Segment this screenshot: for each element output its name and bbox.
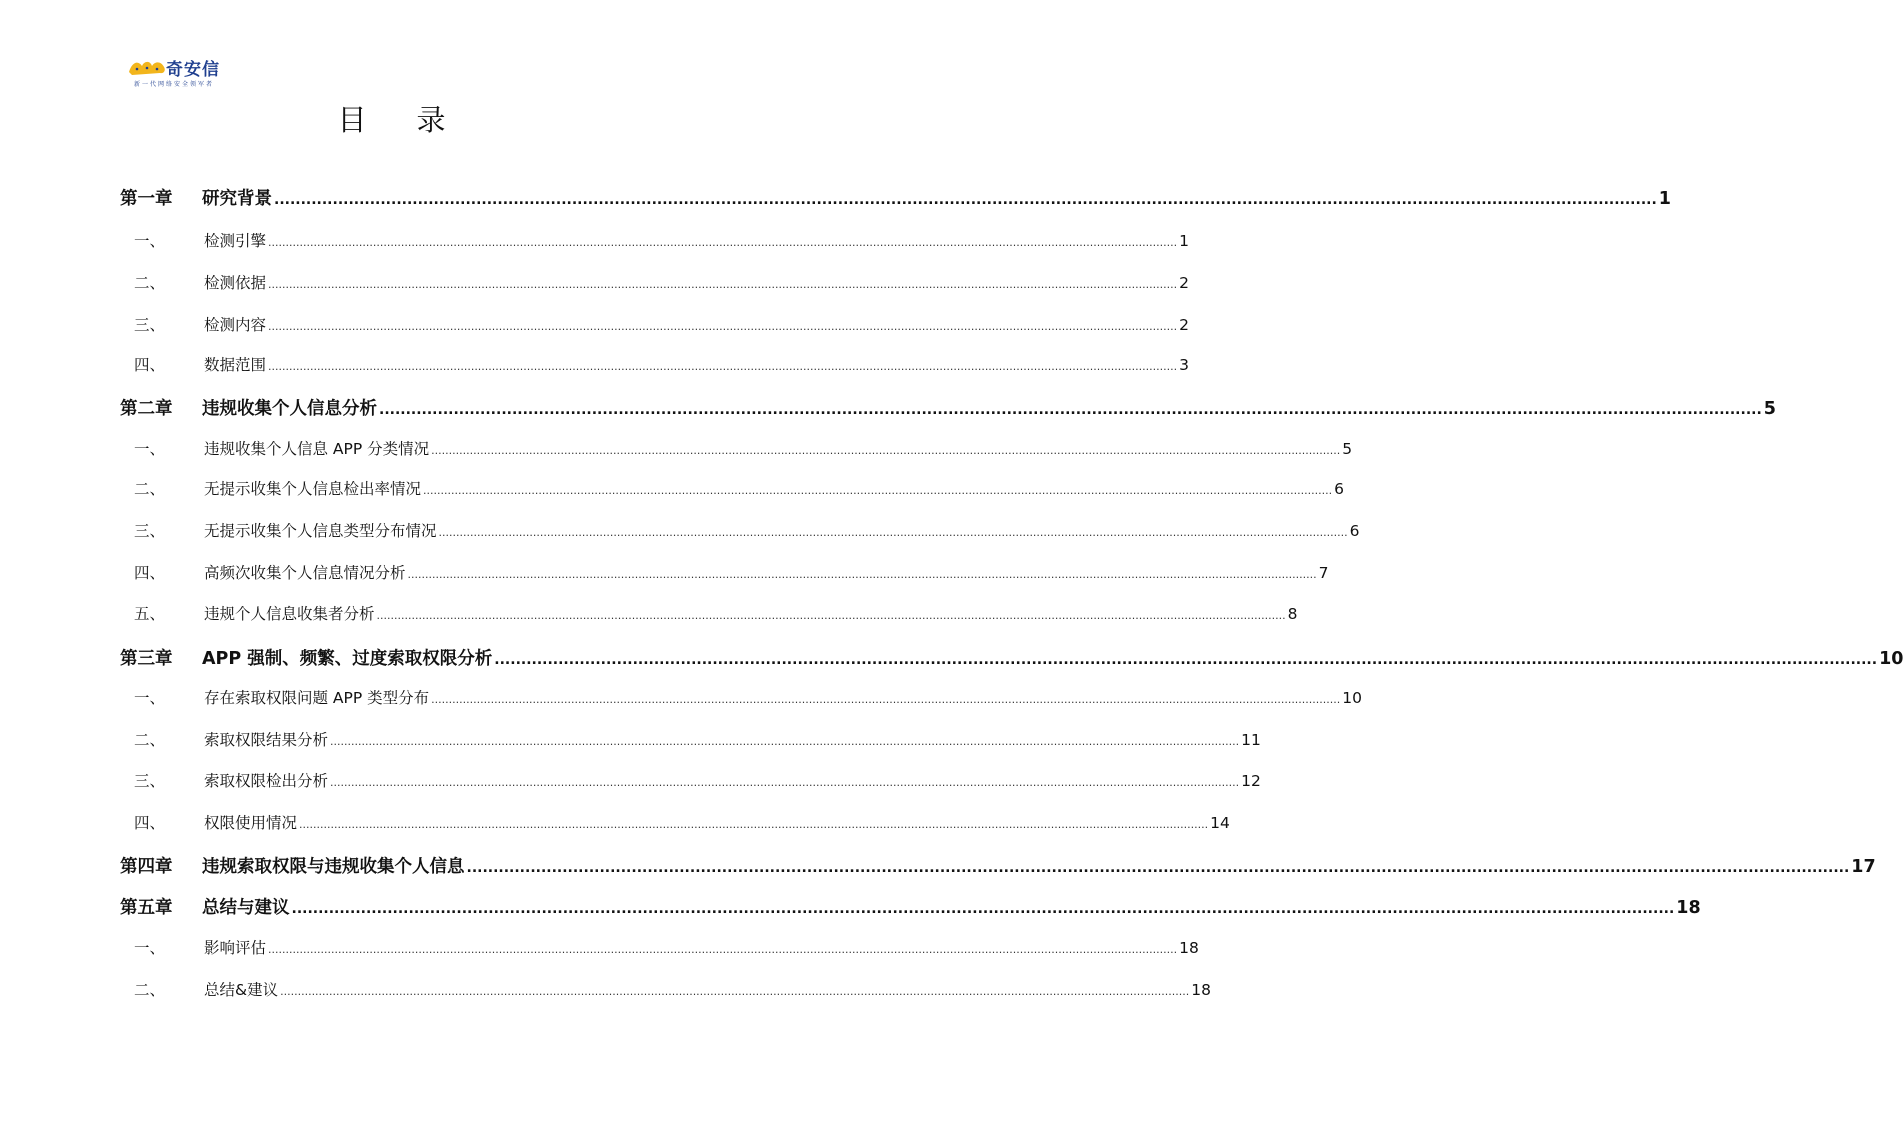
toc-entry-title: 索取权限检出分析 — [204, 772, 329, 790]
toc-entry-number: 第四章 — [120, 857, 173, 877]
toc-section-entry[interactable] — [120, 271, 1190, 293]
toc-page-number: 6 — [1349, 522, 1360, 540]
toc-entry-title: APP 强制、频繁、过度索取权限分析 — [202, 649, 493, 669]
toc-dot-leader: .................................................................................................................................................................................................................................................................... — [280, 985, 1190, 998]
toc-page-number: 2 — [1179, 316, 1190, 334]
toc-section-entry[interactable] — [120, 602, 1298, 624]
toc-chapter-entry[interactable] — [120, 395, 1776, 420]
toc-dot-leader: .................................................................................................................................................................................................................................................................... — [291, 901, 1675, 917]
toc-entry-number: 四、 — [134, 564, 166, 582]
toc-entry-number: 一、 — [134, 939, 166, 957]
toc-section-entry[interactable] — [120, 561, 1329, 583]
toc-section-entry[interactable] — [120, 313, 1190, 335]
toc-entry-title: 违规索取权限与违规收集个人信息 — [202, 857, 465, 877]
toc-page-number: 12 — [1241, 772, 1261, 790]
toc-entry-title: 研究背景 — [202, 189, 272, 209]
toc-entry-number: 二、 — [134, 274, 166, 292]
toc-dot-leader: .................................................................................................................................................................................................................................................................... — [268, 320, 1178, 333]
toc-entry-number: 二、 — [134, 480, 166, 498]
toc-page-number: 2 — [1179, 274, 1190, 292]
toc-entry-number: 二、 — [134, 731, 166, 749]
logo-name: 奇安信 — [166, 60, 220, 80]
logo-mark-icon — [128, 58, 168, 78]
toc-dot-leader: .................................................................................................................................................................................................................................................................... — [330, 776, 1240, 789]
toc-dot-leader: .................................................................................................................................................................................................................................................................... — [330, 735, 1240, 748]
toc-dot-leader: .................................................................................................................................................................................................................................................................... — [268, 360, 1178, 373]
toc-page-number: 10 — [1342, 689, 1363, 707]
toc-page-number: 10 — [1879, 649, 1903, 669]
toc-entry-number: 二、 — [134, 981, 166, 999]
toc-page-number: 11 — [1241, 731, 1261, 749]
toc-dot-leader: .................................................................................................................................................................................................................................................................... — [438, 526, 1348, 539]
toc-page-number: 17 — [1851, 857, 1876, 877]
toc-section-entry[interactable] — [120, 353, 1190, 375]
toc-entry-number: 五、 — [134, 605, 166, 623]
toc-dot-leader: .................................................................................................................................................................................................................................................................... — [268, 236, 1178, 249]
toc-page-number: 5 — [1342, 440, 1353, 458]
toc-dot-leader: .................................................................................................................................................................................................................................................................... — [494, 652, 1878, 668]
toc-entry-title: 无提示收集个人信息检出率情况 — [204, 480, 422, 498]
toc-entry-title: 存在索取权限问题 APP 类型分布 — [204, 689, 430, 707]
toc-entry-number: 一、 — [134, 689, 166, 707]
toc-entry-title: 违规个人信息收集者分析 — [204, 605, 375, 623]
toc-entry-title: 总结&建议 — [204, 981, 279, 999]
toc-page-number: 3 — [1179, 356, 1190, 374]
toc-entry-title: 索取权限结果分析 — [204, 731, 329, 749]
toc-entry-number: 三、 — [134, 316, 166, 334]
toc-dot-leader: .................................................................................................................................................................................................................................................................... — [376, 609, 1286, 622]
toc-entry-number: 第二章 — [120, 399, 173, 419]
toc-section-entry[interactable] — [120, 728, 1261, 750]
toc-chapter-entry[interactable] — [120, 185, 1671, 210]
toc-dot-leader: .................................................................................................................................................................................................................................................................... — [407, 568, 1317, 581]
logo-slogan: 新一代网络安全领军者 — [134, 81, 215, 88]
toc-section-entry[interactable] — [120, 477, 1345, 499]
toc-entry-title: 违规收集个人信息 APP 分类情况 — [204, 440, 430, 458]
page-title: 目录 — [337, 103, 496, 137]
toc-entry-title: 无提示收集个人信息类型分布情况 — [204, 522, 437, 540]
toc-entry-number: 三、 — [134, 772, 166, 790]
toc-page-number: 18 — [1676, 898, 1701, 918]
toc-entry-title: 影响评估 — [204, 939, 267, 957]
toc-entry-title: 检测依据 — [204, 274, 267, 292]
toc-page-number: 7 — [1318, 564, 1329, 582]
toc-entry-title: 检测内容 — [204, 316, 267, 334]
toc-section-entry[interactable] — [120, 437, 1353, 459]
toc-page-number: 18 — [1191, 981, 1211, 999]
toc-entry-title: 检测引擎 — [204, 232, 267, 250]
toc-entry-number: 一、 — [134, 232, 166, 250]
toc-entry-number: 第三章 — [120, 649, 173, 669]
toc-section-entry[interactable] — [120, 978, 1211, 1000]
toc-entry-number: 一、 — [134, 440, 166, 458]
toc-chapter-entry[interactable] — [120, 645, 1903, 670]
toc-entry-number: 第一章 — [120, 189, 173, 209]
toc-dot-leader: .................................................................................................................................................................................................................................................................... — [268, 278, 1178, 291]
toc-dot-leader: .................................................................................................................................................................................................................................................................... — [379, 402, 1762, 418]
toc-dot-leader: .................................................................................................................................................................................................................................................................... — [466, 860, 1850, 876]
toc-entry-title: 总结与建议 — [202, 898, 290, 918]
company-logo — [128, 52, 248, 92]
toc-entry-number: 四、 — [134, 814, 166, 832]
toc-entry-number: 四、 — [134, 356, 166, 374]
toc-page-number: 14 — [1210, 814, 1230, 832]
toc-section-entry[interactable] — [120, 229, 1190, 251]
toc-entry-title: 违规收集个人信息分析 — [202, 399, 377, 419]
toc-entry-title: 高频次收集个人信息情况分析 — [204, 564, 406, 582]
toc-entry-title: 权限使用情况 — [204, 814, 298, 832]
toc-section-entry[interactable] — [120, 769, 1261, 791]
toc-section-entry[interactable] — [120, 686, 1363, 708]
toc-section-entry[interactable] — [120, 936, 1199, 958]
toc-page-number: 18 — [1179, 939, 1199, 957]
toc-dot-leader: .................................................................................................................................................................................................................................................................... — [274, 192, 1657, 208]
toc-section-entry[interactable] — [120, 519, 1360, 541]
toc-section-entry[interactable] — [120, 811, 1230, 833]
toc-page-number: 6 — [1334, 480, 1345, 498]
toc-page-number: 1 — [1179, 232, 1190, 250]
toc-dot-leader: .................................................................................................................................................................................................................................................................... — [431, 693, 1341, 706]
toc-page-number: 5 — [1763, 399, 1776, 419]
toc-page-number: 1 — [1658, 189, 1671, 209]
toc-dot-leader: .................................................................................................................................................................................................................................................................... — [423, 484, 1333, 497]
toc-dot-leader: .................................................................................................................................................................................................................................................................... — [299, 818, 1209, 831]
toc-dot-leader: .................................................................................................................................................................................................................................................................... — [268, 943, 1178, 956]
toc-page-number: 8 — [1287, 605, 1298, 623]
toc-dot-leader: .................................................................................................................................................................................................................................................................... — [431, 444, 1341, 457]
toc-chapter-entry[interactable] — [120, 853, 1876, 878]
toc-entry-title: 数据范围 — [204, 356, 267, 374]
toc-chapter-entry[interactable] — [120, 894, 1701, 919]
toc-entry-number: 第五章 — [120, 898, 173, 918]
toc-entry-number: 三、 — [134, 522, 166, 540]
